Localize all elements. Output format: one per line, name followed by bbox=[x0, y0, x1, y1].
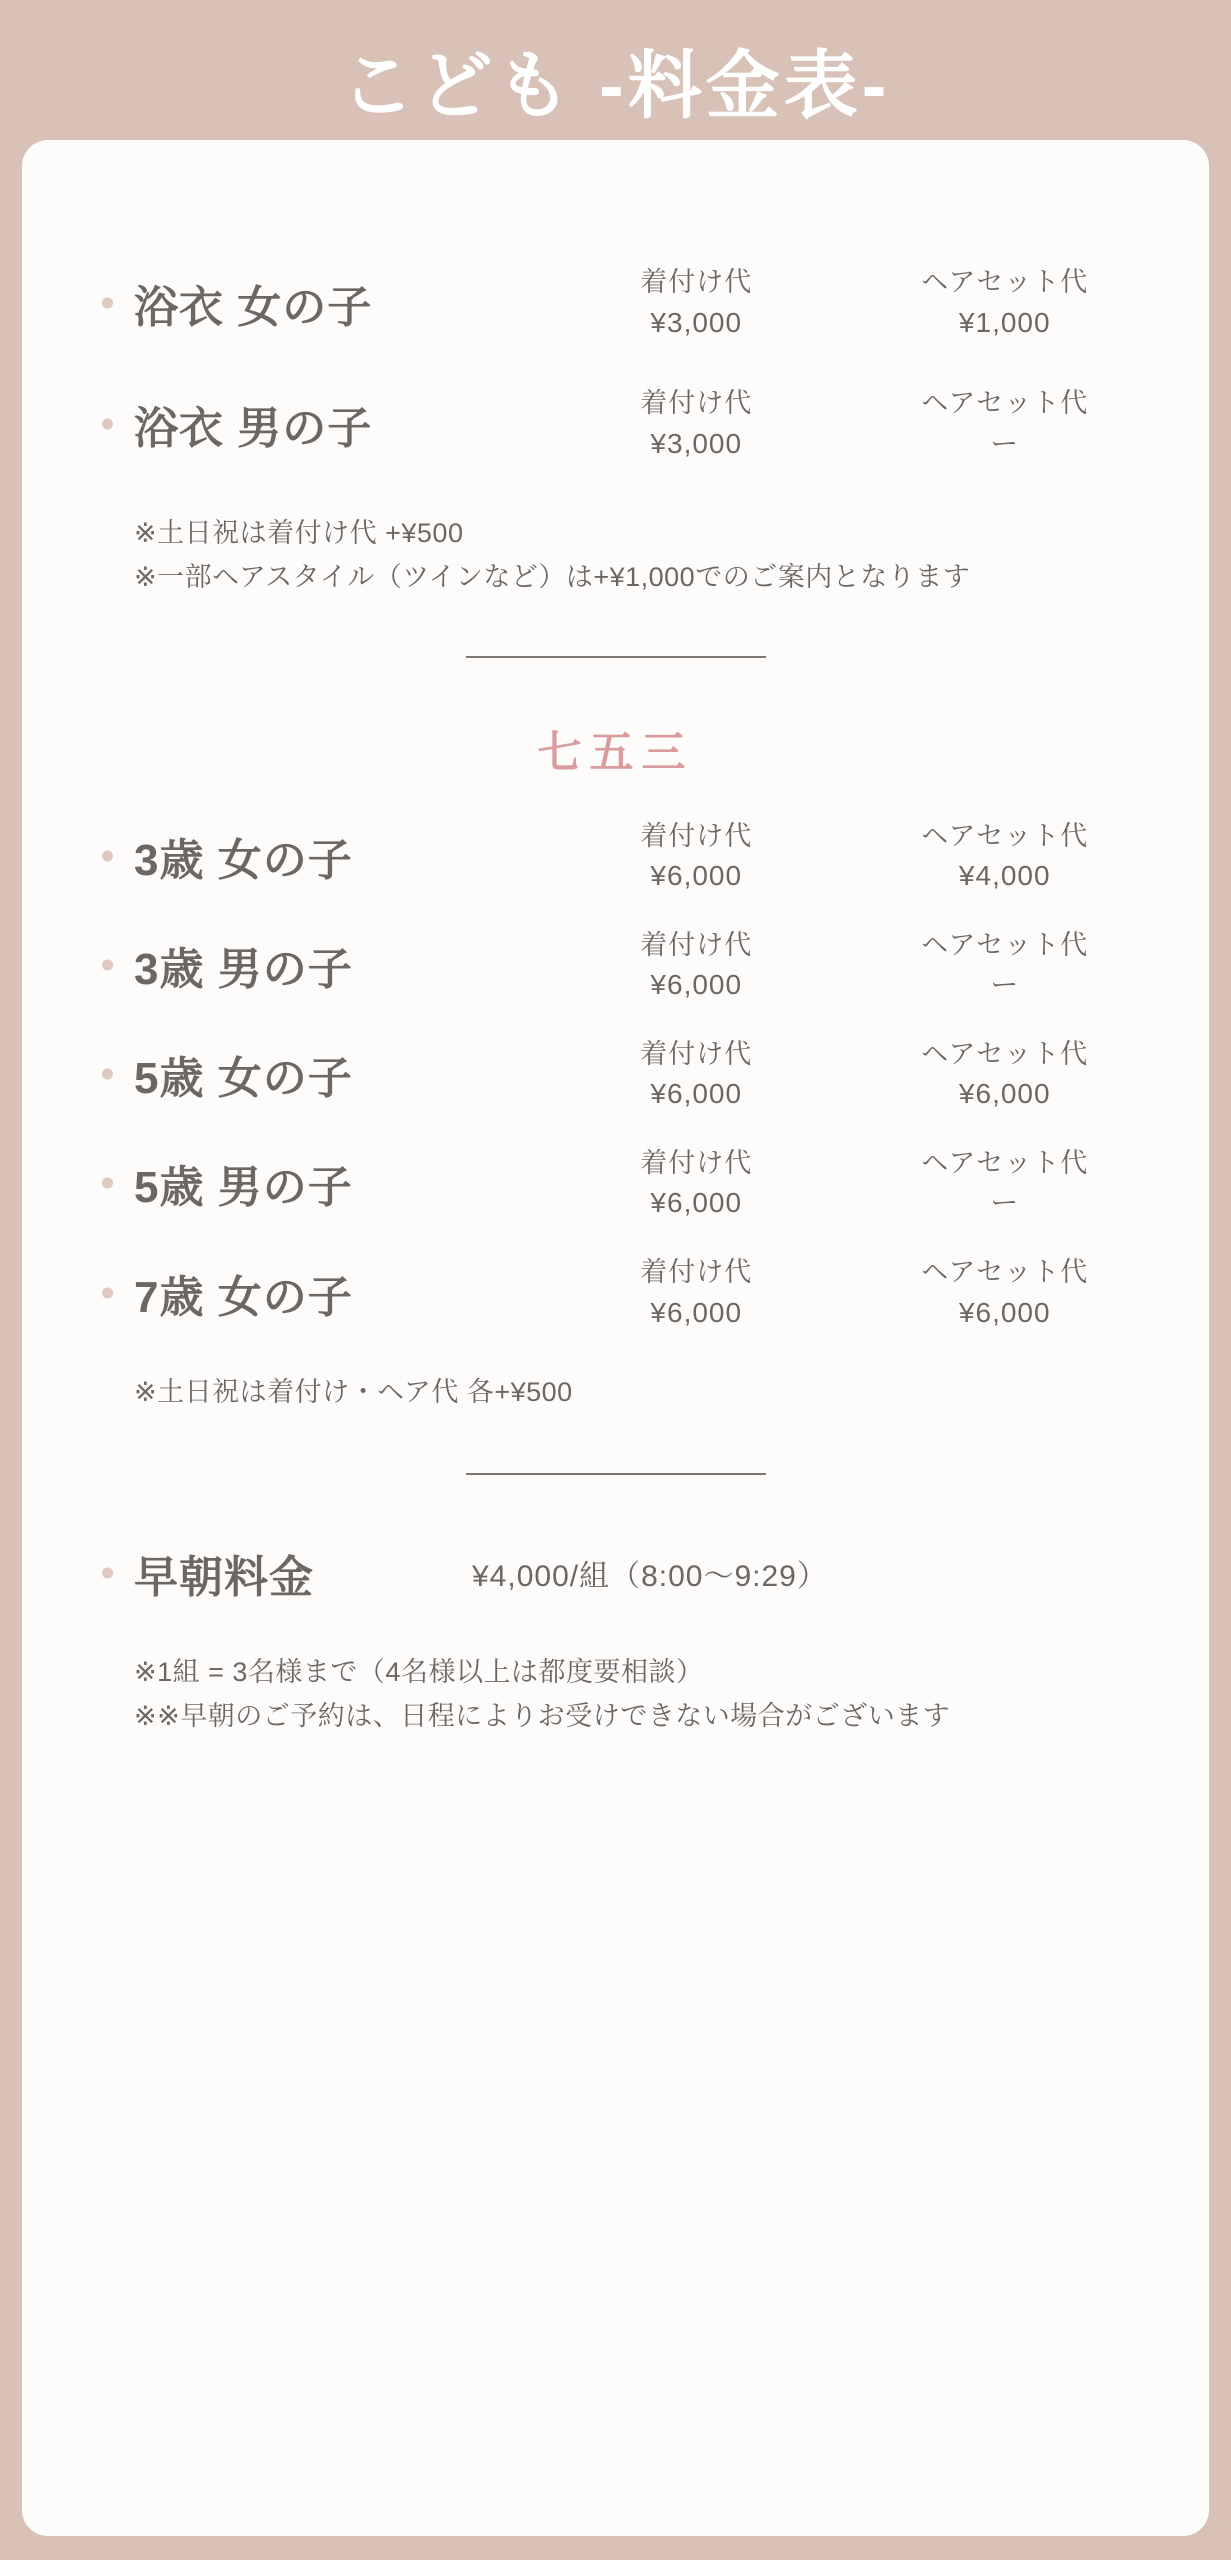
price-group bbox=[542, 383, 1159, 464]
price-column-hair bbox=[851, 925, 1160, 1006]
row-label bbox=[72, 392, 542, 456]
divider bbox=[466, 656, 766, 658]
row-label-text: 早朝料金 bbox=[134, 1552, 314, 1602]
row-label-text: 3歳 男の子 bbox=[134, 945, 353, 995]
price-head: ヘアセット代 bbox=[921, 1257, 1089, 1288]
table-row bbox=[72, 1252, 1159, 1333]
bullet-icon bbox=[102, 297, 113, 308]
divider-1-wrap bbox=[72, 656, 1159, 658]
row-label-text: 浴衣 男の子 bbox=[134, 403, 373, 453]
price-head: ヘアセット代 bbox=[921, 1038, 1089, 1069]
price-column-dressing bbox=[542, 816, 851, 897]
price-group bbox=[542, 925, 1159, 1006]
price-column-dressing bbox=[542, 262, 851, 343]
divider bbox=[466, 1473, 766, 1475]
price-value: ー bbox=[990, 427, 1020, 459]
bullet-icon bbox=[102, 1178, 113, 1189]
price-value: ¥6,000 bbox=[650, 860, 743, 892]
yukata-section bbox=[72, 262, 1159, 464]
price-column-hair bbox=[851, 1034, 1160, 1115]
bullet-icon bbox=[102, 1069, 113, 1080]
early-morning-section bbox=[72, 1541, 1159, 1605]
row-label bbox=[72, 824, 542, 888]
price-value: ¥6,000 bbox=[650, 1078, 743, 1110]
early-price-value: ¥4,000/組（8:00〜9:29） bbox=[472, 1559, 828, 1593]
price-head: ヘアセット代 bbox=[921, 929, 1089, 960]
price-column-hair bbox=[851, 1143, 1160, 1224]
price-value: ¥4,000 bbox=[958, 860, 1051, 892]
price-column-dressing bbox=[542, 1252, 851, 1333]
price-head: ヘアセット代 bbox=[921, 388, 1089, 419]
table-row bbox=[72, 816, 1159, 897]
price-value: ¥3,000 bbox=[650, 427, 743, 459]
yukata-note-1: ※土日祝は着付け代 +¥500 bbox=[134, 518, 464, 549]
early-note-2: ※※早朝のご予約は、日程によりお受けできない場合がございます bbox=[134, 1700, 951, 1731]
price-column-hair bbox=[851, 383, 1160, 464]
price-column-dressing bbox=[542, 383, 851, 464]
row-label bbox=[72, 1541, 472, 1605]
price-value: ¥6,000 bbox=[650, 1296, 743, 1328]
price-head: 着付け代 bbox=[640, 388, 753, 419]
price-column-dressing bbox=[542, 925, 851, 1006]
price-column-hair bbox=[851, 816, 1160, 897]
price-group bbox=[542, 1034, 1159, 1115]
early-note-1: ※1組 = 3名様まで（4名様以上は都度要相談） bbox=[134, 1656, 704, 1687]
price-value: ¥3,000 bbox=[650, 306, 743, 338]
bullet-icon bbox=[102, 418, 113, 429]
shichigosan-note-1: ※土日祝は着付け・ヘア代 各+¥500 bbox=[134, 1377, 573, 1408]
yukata-note-2: ※一部ヘアスタイル（ツインなど）は+¥1,000でのご案内となります bbox=[134, 561, 971, 592]
price-value: ¥1,000 bbox=[958, 306, 1051, 338]
table-row bbox=[72, 925, 1159, 1006]
price-value: ー bbox=[990, 969, 1020, 1001]
row-label-text: 浴衣 女の子 bbox=[134, 282, 373, 332]
price-group bbox=[542, 816, 1159, 897]
price-column-hair bbox=[851, 1252, 1160, 1333]
divider-2-wrap bbox=[72, 1473, 1159, 1475]
table-row bbox=[72, 1541, 1159, 1605]
table-row bbox=[72, 262, 1159, 343]
shichigosan-section bbox=[72, 816, 1159, 1333]
row-spacer bbox=[72, 353, 1159, 383]
price-value: ¥6,000 bbox=[650, 969, 743, 1001]
price-group bbox=[542, 1252, 1159, 1333]
price-head: ヘアセット代 bbox=[921, 820, 1089, 851]
bullet-icon bbox=[102, 851, 113, 862]
price-head: 着付け代 bbox=[640, 1257, 753, 1288]
price-value: ¥6,000 bbox=[958, 1078, 1051, 1110]
row-label bbox=[72, 1261, 542, 1325]
row-label-text: 5歳 男の子 bbox=[134, 1163, 353, 1213]
bullet-icon bbox=[102, 1287, 113, 1298]
price-column-dressing bbox=[542, 1143, 851, 1224]
price-head: 着付け代 bbox=[640, 929, 753, 960]
price-head: ヘアセット代 bbox=[921, 267, 1089, 297]
page-title: こども -料金表- bbox=[340, 44, 891, 127]
table-row bbox=[72, 1143, 1159, 1224]
price-group bbox=[542, 262, 1159, 343]
row-label bbox=[72, 1151, 542, 1215]
price-card bbox=[22, 140, 1209, 2536]
price-head: 着付け代 bbox=[640, 1147, 753, 1178]
price-head: 着付け代 bbox=[640, 1038, 753, 1069]
price-head: ヘアセット代 bbox=[921, 1147, 1089, 1178]
price-column-dressing bbox=[542, 1034, 851, 1115]
price-value: ー bbox=[990, 1187, 1020, 1219]
bullet-icon bbox=[102, 960, 113, 971]
row-label-text: 7歳 女の子 bbox=[134, 1272, 353, 1322]
section-title-shichigosan: 七五三 bbox=[537, 727, 694, 777]
table-row bbox=[72, 383, 1159, 464]
price-column-hair bbox=[851, 262, 1160, 343]
row-label bbox=[72, 271, 542, 335]
price-value: ¥6,000 bbox=[958, 1296, 1051, 1328]
price-head: 着付け代 bbox=[640, 820, 753, 851]
table-row bbox=[72, 1034, 1159, 1115]
row-label bbox=[72, 1042, 542, 1106]
price-head: 着付け代 bbox=[640, 267, 753, 297]
row-label-text: 3歳 女の子 bbox=[134, 836, 353, 886]
row-label bbox=[72, 933, 542, 997]
price-group bbox=[542, 1143, 1159, 1224]
price-value: ¥6,000 bbox=[650, 1187, 743, 1219]
row-label-text: 5歳 女の子 bbox=[134, 1054, 353, 1104]
bullet-icon bbox=[102, 1567, 113, 1578]
